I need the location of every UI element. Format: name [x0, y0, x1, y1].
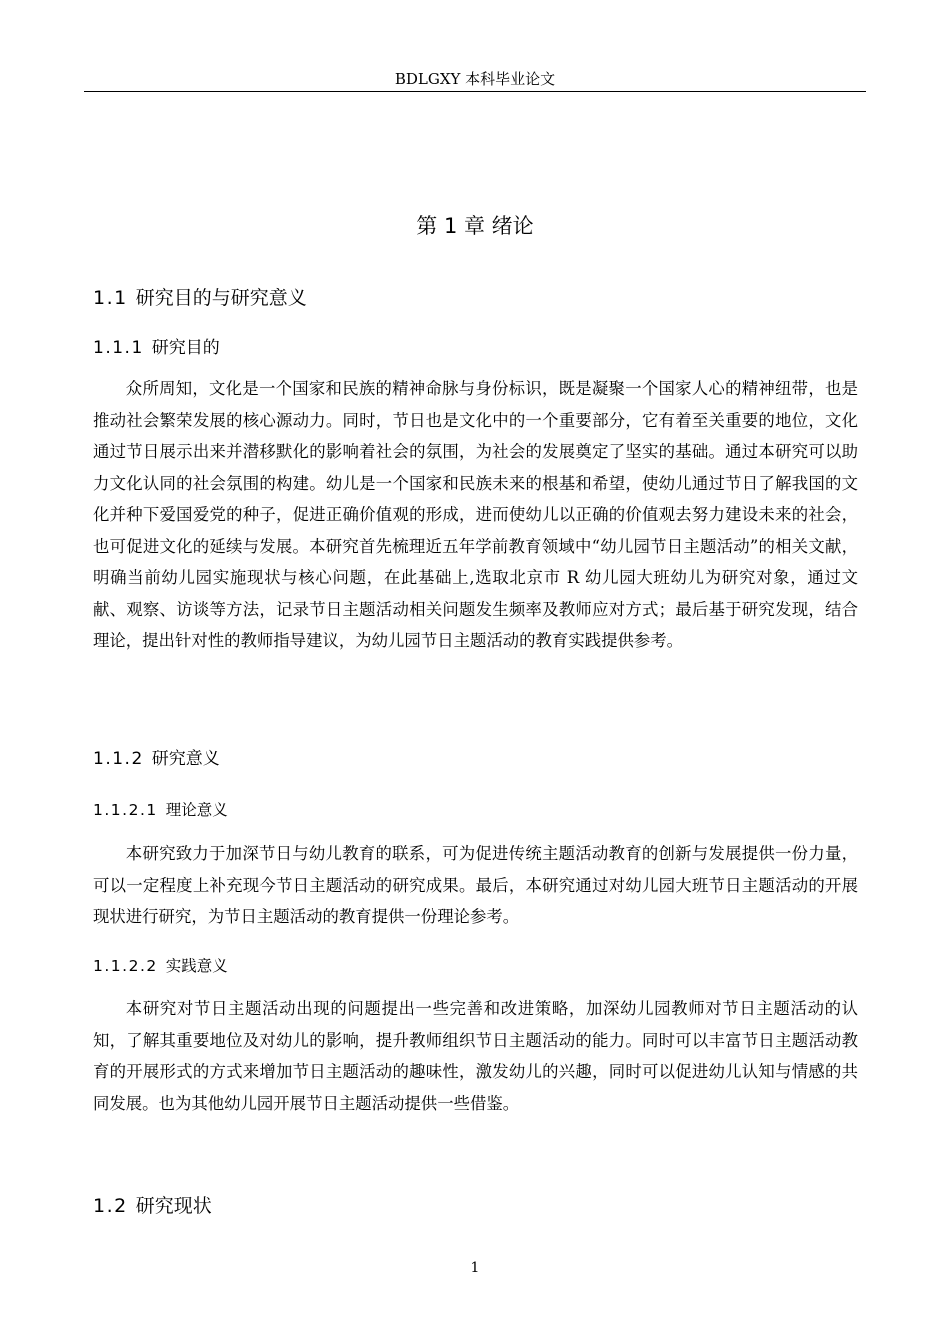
chapter-title: 第 1 章 绪论 — [416, 214, 534, 238]
section-number: 1.1 — [93, 287, 128, 309]
section-heading-1-1-2 — [93, 747, 220, 771]
running-header: BDLGXY 本科毕业论文 — [394, 70, 556, 88]
section-title: 研究现状 — [135, 1195, 212, 1217]
header-rule — [84, 91, 866, 92]
section-number: 1.1.1 — [93, 338, 144, 358]
section-title: 研究目的与研究意义 — [135, 287, 307, 309]
section-heading-1-2 — [93, 1193, 212, 1219]
paragraph-theoretical-significance: 本研究致力于加深节日与幼儿教育的联系，可为促进传统主题活动教育的创新与发展提供一份力量，可以一定程度上补充现今节日主题活动的研究成果。最后，本研究通过对幼儿园大班节日主题活动的开展现状进行研究，为节日主题活动的教育提供一份理论参考。 — [93, 844, 858, 926]
section-title: 实践意义 — [165, 957, 228, 975]
paragraph-practical-significance: 本研究对节日主题活动出现的问题提出一些完善和改进策略，加深幼儿园教师对节日主题活动的认知，了解其重要地位及对幼儿的影响，提升教师组织节日主题活动的能力。同时可以丰富节日主题活动教育的开展形式的方式来增加节日主题活动的趣味性，激发幼儿的兴趣，同时可以促进幼儿认知与情感的共同发展。也为其他幼儿园开展节日主题活动提供一些借鉴。 — [93, 999, 858, 1113]
paragraph-research-purpose: 众所周知，文化是一个国家和民族的精神命脉与身份标识，既是凝聚一个国家人心的精神纽带，也是推动社会繁荣发展的核心源动力。同时，节日也是文化中的一个重要部分，它有着至关重要的地位，文化通过节日展示出来并潜移默化的影响着社会的氛围，为社会的发展奠定了坚实的基础。通过本研究可以助力文化认同的社会氛围的构建。幼儿是一个国家和民族未来的根基和希望，使幼儿通过节日了解我国的文化并种下爱国爱党的种子，促进正确价值观的形成，进而使幼儿以正确的价值观去努力建设未来的社会，也可促进文化的延续与发展。本研究首先梳理近五年学前教育领域中“幼儿园节日主题活动”的相关文献，明确当前幼儿园实施现状与核心问题，在此基础上,选取北京市 R 幼儿园大班幼儿为研究对象，通过文献、观察、访谈等方法，记录节日主题活动相关问题发生频率及教师应对方式；最后基于研究发现，结合理论，提出针对性的教师指导建议，为幼儿园节日主题活动的教育实践提供参考。 — [93, 379, 858, 650]
section-heading-1-1-1 — [93, 336, 220, 360]
section-title: 研究意义 — [151, 749, 220, 769]
section-title: 研究目的 — [151, 338, 220, 358]
section-heading-1-1 — [93, 285, 307, 311]
section-title: 理论意义 — [165, 801, 228, 819]
section-heading-1-1-2-2 — [93, 955, 228, 977]
section-number: 1.1.2 — [93, 749, 144, 769]
section-number: 1.1.2.2 — [93, 957, 158, 975]
section-number: 1.2 — [93, 1195, 128, 1217]
section-heading-1-1-2-1 — [93, 799, 228, 821]
section-number: 1.1.2.1 — [93, 801, 158, 819]
page-number: 1 — [470, 1260, 480, 1276]
